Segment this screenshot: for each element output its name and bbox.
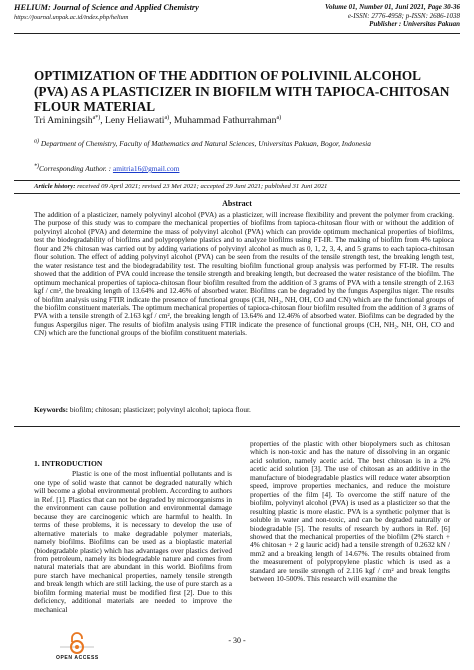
history-bottom-rule [14,193,460,194]
abstract-body: The addition of a plasticizer, namely polyvinyl alcohol (PVA) as a plasticizer, will increase flexibility and prevent the polymer from cracking. The purpose of this study was to compare the mechanical properties of biofilms from tapioca-chitosan flour with or without the addition of polyvinyl alcohol (PVA) and determine the mass of polyvinyl alcohol (PVA) which can provide optimum mechanical properties of biofilms, test the biodegradability of biofilms and polypropylene plastics and to analyze biofilms using FT-IR. The making of biofilm from 4% tapioca flour and 2% chitosan was carried out by adding variations of polyvinyl alcohol as much as 0, 1, 2, 3, 4, and 5 grams to each tapioca-chitosan flour solution. The effect of adding polyvinyl alcohol (PVA) can be seen from the results of the tensile strength test, the breaking length test, the water resistance test and the biodegradability test. The resulting biofilm functional group analysis was performed by FT-IR. The results showed that the addition of PVA could increase the tensile strength and breaking length, but decreased the water resistance of the biofilm. The optimum mechanical properties of tapioca-chitosan flour biofilm resulted from the addition of 3 grams of PVA with a tensile strength of 2.163 kgf / cm², the breaking length of 13.64% and 12.46% of absorbed water. Biofilms can be degraded by the fungus Aspergilus niger. The results of biofilm analysis using FTIR indicate the presence of functional groups (CH, NH₂, NH, OH, CO and CN) which are the functional groups of the biofilm constituent materials. The optimum mechanical properties of tapioca-chitosan flour biofilm resulted from the addition of 3 grams of PVA with a tensile strength of 2.163 kgf / cm², the breaking length of 13.64% and 12.46% of absorbed water. Biofilms can be degraded by the fungus Aspergilus niger. The results of biofilm analysis using FTIR indicate the presence of functional groups (CH, NH₂, NH, OH, CO and CN) which are the functional groups of the biofilm constituent materials. [34,210,454,338]
corresponding-author [34,164,179,173]
author-mark: a) [276,114,282,121]
corresponding-mark: *) [34,163,39,170]
open-access-label: OPEN ACCESS [56,655,99,661]
keywords-label: Keywords: [34,405,69,414]
paragraph: Plastic is one of the most influential pollutants and is one type of solid waste that cannot be degraded naturally which will become a global environmental problem. According to authors in Ref. [1]. Plastics that can not be degraded by microorganisms in the environment can cause pollution and environmental damage because they are carcinogenic which are harmful to health. In terms of these problems, it is necessary to develop the use of alternative materials to make degradable polymer materials, namely biofilms. Biofilms can be used as a bioplastic material (biodegradable plastic) which has advantages over plastics derived from petroleum, namely its biodegradable nature and comes from natural materials that are abundant in this world. Biofilms from pure starch have mechanical properties, namely tensile strength and break length which are still lacking, the use of pure starch as a biofilm forming material must be modified first [2]. Due to this deficiency, additional materials are needed to improve the mechanical [34,469,232,614]
author-name: Muhammad Fathurrahman [173,115,277,126]
body-column-right [250,440,450,584]
affiliation-mark: a) [34,138,39,145]
keywords [34,406,454,414]
author-name: Tri Aminingsih [34,115,93,126]
author-name: Leny Heliawati [105,115,165,126]
volume-info: Volume 01, Number 01, Juni 2021, Page 30-36 [325,3,460,11]
issn-info: e-ISSN: 2776-4958; p-ISSN: 2686-1038 [347,11,460,20]
publisher-name: Universitas Pakuan [403,20,460,29]
article-title: OPTIMIZATION OF THE ADDITION OF POLIVINIL ALCOHOL (PVA) AS A PLASTICIZER IN BIOFILM WITH TAPIOCA-CHITOSAN FLOUR MATERIAL [34,68,450,115]
page-number: - 30 - [228,636,246,645]
journal-name: HELIUM: Journal of Science and Applied Chemistry [14,3,199,12]
corresponding-label: Corresponding Author. : [39,164,112,173]
history-label: Article history: [34,183,76,190]
affiliation-university: Universitas Pakuan, Bogor, Indonesia [256,139,371,148]
journal-header [14,3,460,31]
abstract-heading: Abstract [222,199,252,208]
keywords-list: biofilm; chitosan; plasticizer; polyvinyl alcohol; tapioca flour. [68,405,251,414]
publisher-label: Publisher : [369,20,402,29]
affiliation-department: Department of Chemistry, Faculty of Mathematics and Natural Sciences, [40,139,257,148]
affiliation [34,139,454,148]
section-heading: 1. INTRODUCTION [34,459,103,468]
history-dates: received 09 April 2021; revised 23 Mei 2021; accepted 29 Juni 2021; published 31 Juni 2021 [75,183,328,190]
author-mark: a) [164,114,170,121]
abstract-bottom-rule [14,426,460,427]
author-mark: a*) [92,114,101,121]
journal-issue-info [325,3,460,29]
page-footer [0,632,474,662]
journal-url[interactable]: https://journal.unpak.ac.id/index.php/helium [14,14,129,21]
body-column-left [34,440,232,614]
header-rule [14,33,460,34]
publisher-info [325,20,460,29]
article-history [34,183,327,190]
history-top-rule [14,180,460,181]
paragraph: properties of the plastic with other biopolymers such as chitosan which is non-toxic and has the nature of dissolving in an organic acid solution, namely acetic acid. The best chitosan is in a 2% acetic acid solution [3]. The use of chitosan as an additive in the manufacture of biodegradable plastics will reduce water absorption speed, improve properties mechanics, and reduce the moisture properties of the film [4]. To overcome the stiff nature of the biofilm, polyvinyl alcohol (PVA) is used as a plasticizer so that the resulting plastic is more elastic. PVA is a synthetic polymer that is soluble in water and non-toxic, and can be degraded naturally or biodegradable [5]. The results of research by authors in Ref. [6] showed that the mechanical properties of the biofilm (2% starch + 4% chitosan + 2 g lauric acid) had a tensile strength of 0.2632 kN / mm2 and a breaking length of 14.67%. The results obtained from the measurement of polypropylene plastic which is used as a standard are tensile strength of 2.116 kgf / cm² and break lengths between 10-500%. This research will examine the [250,439,450,584]
corresponding-email-link[interactable]: amitria16@gmail.com [112,164,180,173]
author-list: Tri Aminingsih$^{a*)}$, Leny Heliawati$^{a)}$, Muhammad Fathurrahman$^{a)}$ [34,114,282,126]
